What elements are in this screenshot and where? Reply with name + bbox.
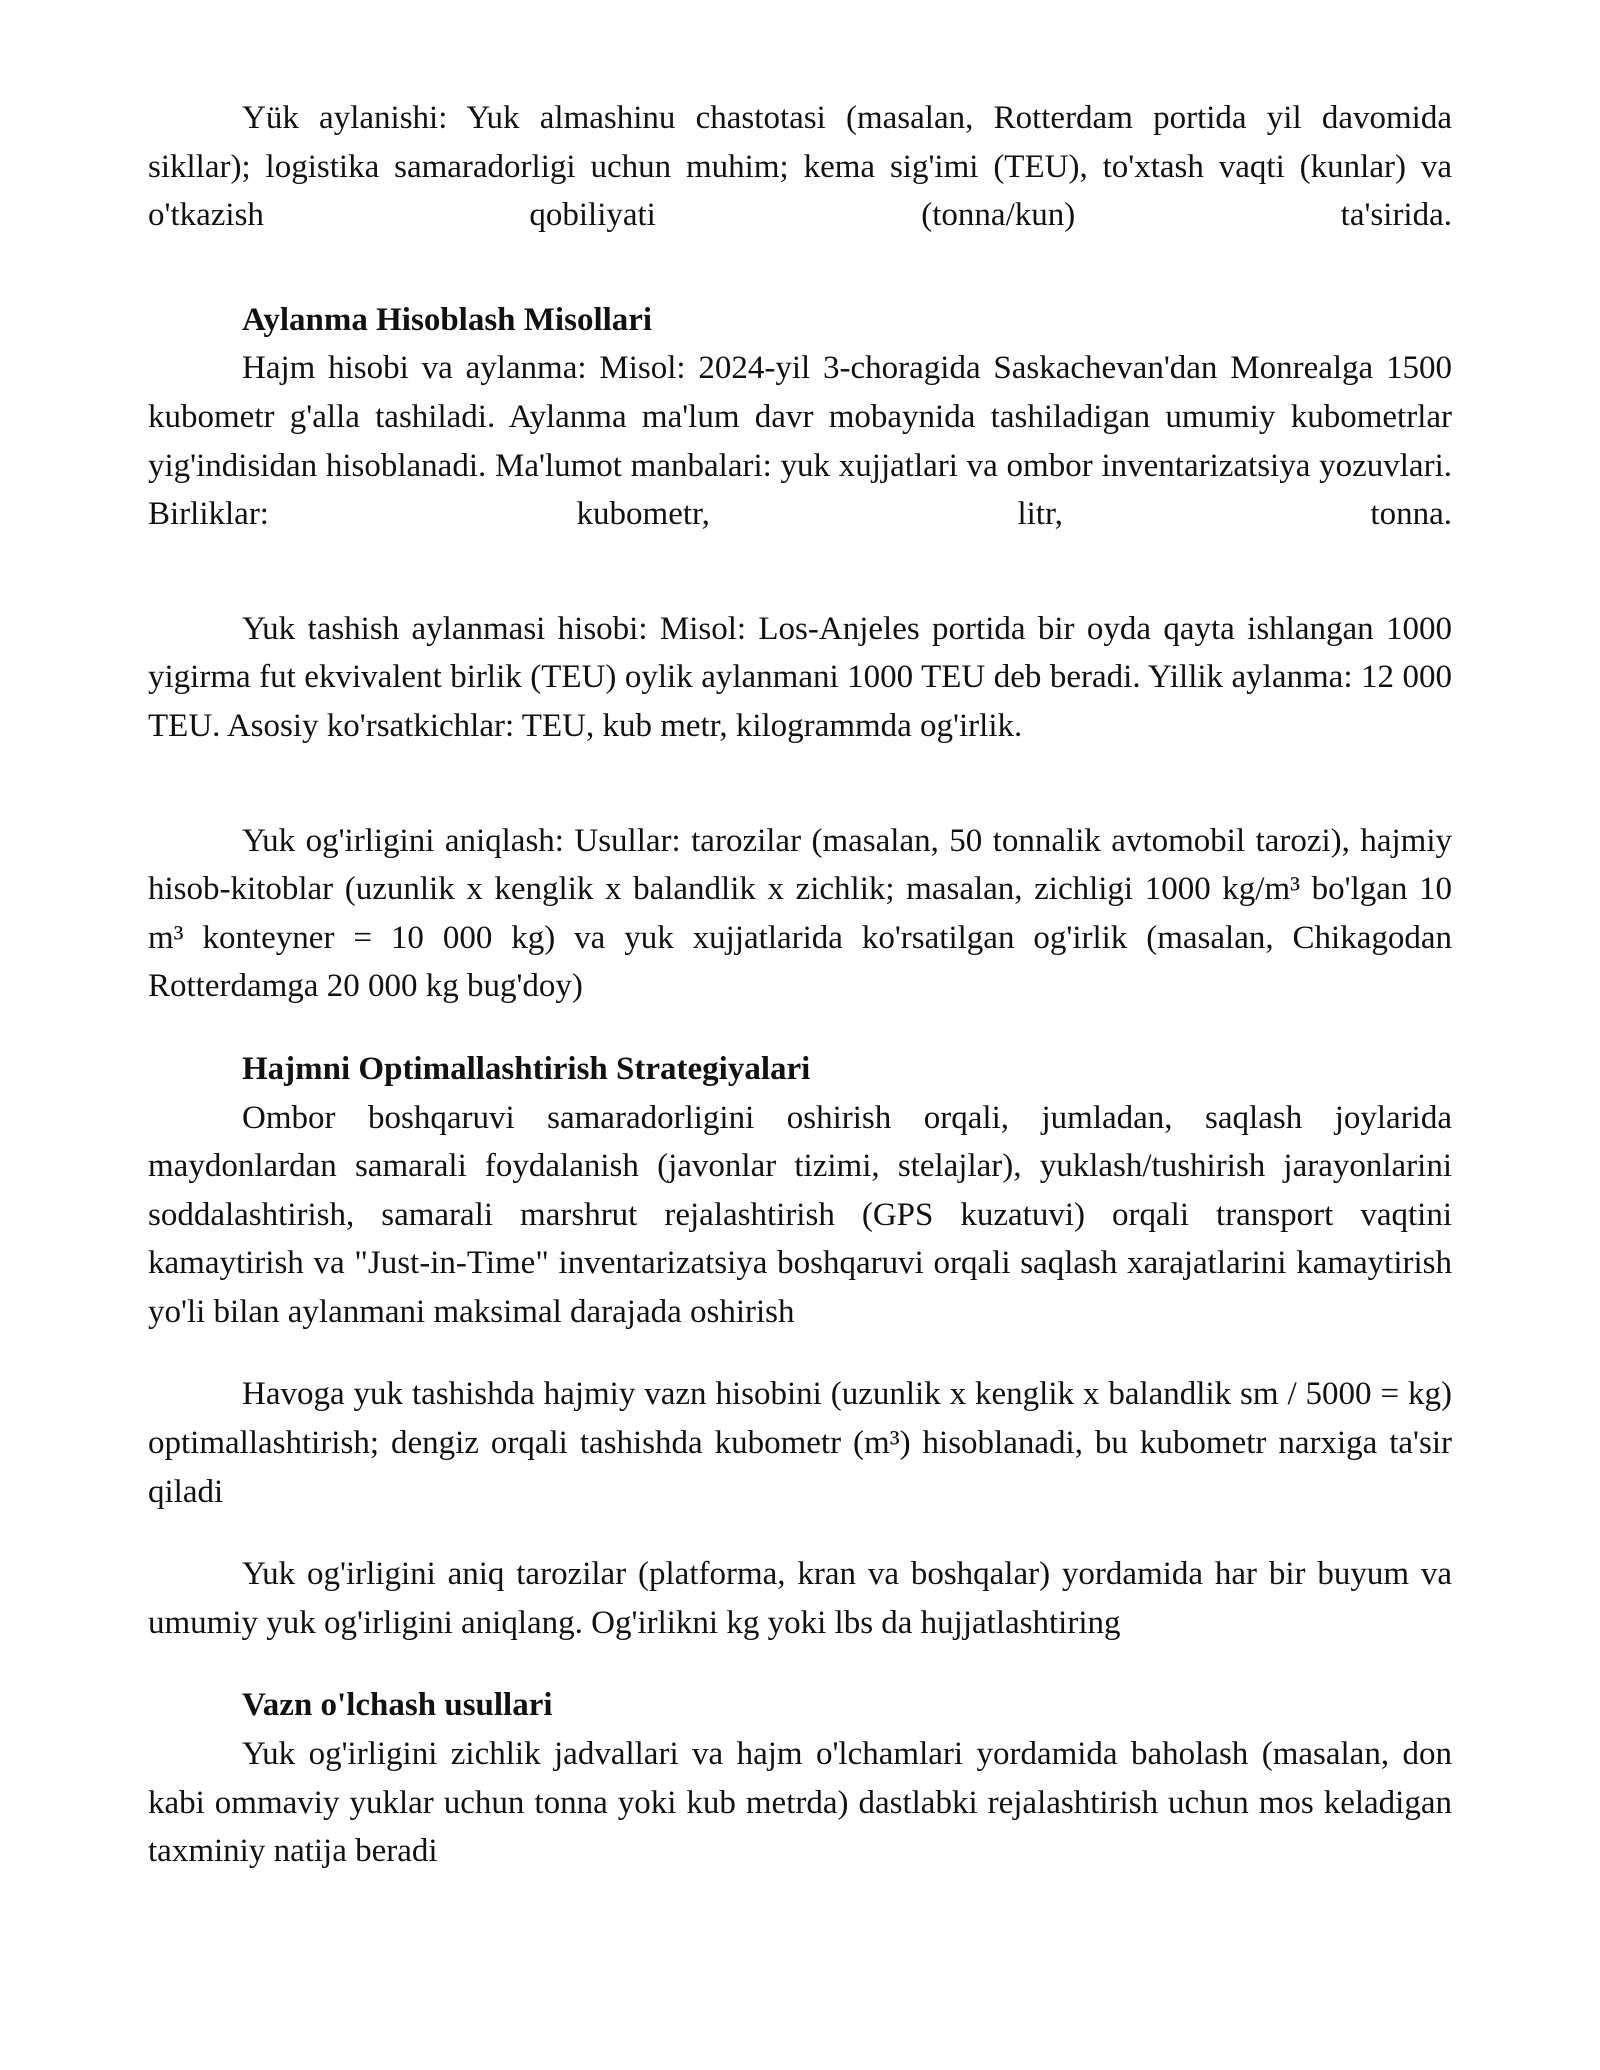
paragraph-weight-estimation: Yuk og'irligini zichlik jadvallari va hajm o'lchamlari yordamida baholash (masalan, don kabi ommaviy yuklar uchun tonna yoki kub metrda) dastlabki rejalashtirish uchun mos keladigan taxminiy natija beradi	[148, 1736, 1452, 1870]
paragraph-volume-calculation: Hajm hisobi va aylanma: Misol: 2024-yil 3-choragida Saskachevan'dan Monrealga 1500 kubometr g'alla tashiladi. Aylanma ma'lum davr mobaynida tashiladigan umumiy kubometrlar yig'indisidan hisoblanadi. Ma'lumot manbalari: yuk xujjatlari va ombor inventarizatsiya yozuvlari. Birliklar: kubometr, litr, tonna.	[148, 350, 1452, 533]
heading-volume-optimization-strategies: Hajmni Optimallashtirish Strategiyalari	[242, 1050, 811, 1087]
paragraph-cargo-turnover: Yük aylanishi: Yuk almashinu chastotasi (masalan, Rotterdam portida yil davomida sikllar); logistika samaradorligi uchun muhim; kema sig'imi (TEU), to'xtash vaqti (kunlar) va o'tkazish qobiliyati (tonna/kun) ta'sirida.	[148, 100, 1452, 234]
heading-turnover-calculation-examples: Aylanma Hisoblash Misollari	[242, 301, 653, 338]
heading-weight-measurement-methods: Vazn o'lchash usullari	[242, 1687, 553, 1724]
paragraph-volumetric-weight: Havoga yuk tashishda hajmiy vazn hisobini (uzunlik x kenglik x balandlik sm / 5000 = kg) optimallashtirish; dengiz orqali tashishda kubometr (m³) hisoblanadi, bu kubometr narxiga ta'sir qiladi	[148, 1376, 1452, 1510]
paragraph-warehouse-management: Ombor boshqaruvi samaradorligini oshirish orqali, jumladan, saqlash joylarida maydonlardan samarali foydalanish (javonlar tizimi, stelajlar), yuklash/tushirish jarayonlarini soddalashtirish, samarali marshrut rejalashtirish (GPS kuzatuvi) orqali transport vaqtini kamaytirish va "Just-in-Time" inventarizatsiya boshqaruvi orqali saqlash xarajatlarini kamaytirish yo'li bilan aylanmani maksimal darajada oshirish	[148, 1099, 1452, 1330]
paragraph-freight-turnover: Yuk tashish aylanmasi hisobi: Misol: Los-Anjeles portida bir oyda qayta ishlangan 1000 yigirma fut ekvivalent birlik (TEU) oylik aylanmani 1000 TEU deb beradi. Yillik aylanma: 12 000 TEU. Asosiy ko'rsatkichlar: TEU, kub metr, kilogrammda og'irlik.	[148, 610, 1452, 744]
paragraph-precise-scales: Yuk og'irligini aniq tarozilar (platforma, kran va boshqalar) yordamida har bir buyum va umumiy yuk og'irligini aniqlang. Og'irlikni kg yoki lbs da hujjatlashtiring	[148, 1556, 1452, 1641]
paragraph-cargo-weight-determination: Yuk og'irligini aniqlash: Usullar: tarozilar (masalan, 50 tonnalik avtomobil tarozi), hajmiy hisob-kitoblar (uzunlik x kenglik x balandlik x zichlik; masalan, zichligi 1000 kg/m³ bo'lgan 10 m³ konteyner = 10 000 kg) va yuk xujjatlarida ko'rsatilgan og'irlik (masalan, Chikagodan Rotterdamga 20 000 kg bug'doy)	[148, 822, 1452, 1005]
document-page	[148, 94, 1452, 1876]
